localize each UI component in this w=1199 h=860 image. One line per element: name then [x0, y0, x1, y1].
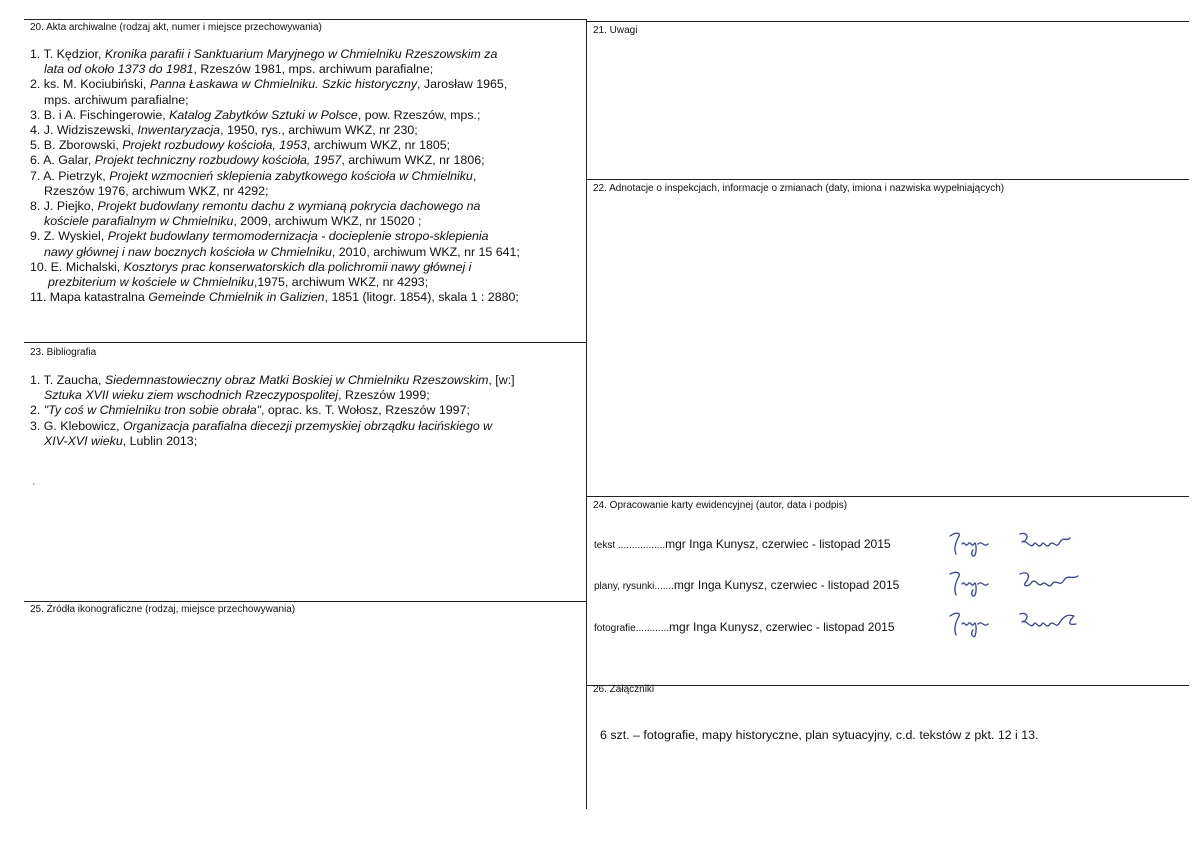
- archival-records-list: [30, 47, 582, 305]
- item-author: T. Kędzior,: [43, 47, 105, 61]
- item-number: 3.: [30, 418, 44, 433]
- signature-image: [946, 568, 1096, 598]
- top-rule-right: [586, 21, 1189, 22]
- item-title: Katalog Zabytków Sztuki w Polsce: [169, 107, 358, 122]
- list-item: [30, 199, 582, 229]
- item-continuation: [30, 214, 582, 229]
- item-author: J. Piejko,: [43, 199, 98, 214]
- list-item: [30, 77, 582, 107]
- item-details: , [w:]: [488, 373, 515, 387]
- item-continuation: [30, 93, 582, 108]
- item-number: 10.: [30, 259, 51, 274]
- stray-mark: ·: [32, 478, 36, 490]
- item-number: 9.: [30, 229, 44, 244]
- item-details: , archiwum WKZ, nr 1805;: [306, 138, 451, 153]
- item-title: Sztuka XVII wieku ziem wschodnich Rzeczypospolitej: [44, 388, 339, 403]
- credit-author: mgr Inga Kunysz, czerwiec - listopad 2015: [673, 578, 900, 592]
- rule-above-22: [586, 179, 1189, 180]
- credit-dots: .......: [654, 581, 674, 592]
- item-number: 8.: [30, 199, 44, 214]
- item-details: , pow. Rzeszów, mps.;: [357, 107, 481, 122]
- item-title: kościele parafialnym w Chmielniku: [44, 214, 234, 229]
- item-author: Z. Wyskiel,: [43, 229, 108, 244]
- item-continuation: [30, 434, 582, 449]
- list-item: [30, 123, 582, 138]
- credit-role: plany, rysunki: [594, 581, 655, 592]
- list-item: [30, 153, 582, 168]
- rule-above-24: [586, 496, 1189, 497]
- item-title: Projekt rozbudowy kościoła, 1953: [122, 138, 307, 153]
- item-author: A. Pietrzyk,: [43, 168, 110, 183]
- item-continuation: [30, 245, 582, 260]
- item-continuation: [30, 62, 582, 77]
- item-continuation: [30, 275, 582, 290]
- section-24-label: 24. Opracowanie karty ewidencyjnej (autor, data i podpis): [593, 500, 848, 511]
- item-author: A. Galar,: [43, 153, 95, 168]
- credit-dots: ............: [635, 623, 670, 634]
- credit-role: tekst: [594, 540, 616, 551]
- item-number: 1.: [30, 373, 44, 387]
- credit-author: mgr Inga Kunysz, czerwiec - listopad 2015: [669, 620, 895, 634]
- section-26-label: 26. Załączniki: [593, 684, 655, 695]
- item-number: 7.: [30, 168, 44, 183]
- list-item: [30, 47, 582, 77]
- item-title: Projekt budowlany termomodernizacja - docieplenie stropo-sklepienia: [107, 229, 489, 244]
- rule-above-25: [24, 601, 586, 602]
- item-details: , Rzeszów 1981, mps. archiwum parafialne;: [193, 62, 434, 77]
- item-number: 11.: [30, 290, 50, 305]
- item-title: Projekt techniczny rozbudowy kościoła, 1957: [94, 153, 342, 168]
- item-title: Kronika parafii i Sanktuarium Maryjnego w Chmielniku Rzeszowskim za: [104, 47, 498, 61]
- item-details: mps. archiwum parafialne;: [44, 92, 189, 107]
- item-title: Projekt budowlany remontu dachu z wymianą pokrycia dachowego na: [97, 199, 481, 214]
- section-21-label: 21. Uwagi: [593, 25, 638, 36]
- item-title: Projekt wzmocnień sklepienia zabytkowego kościoła w Chmielniku: [109, 168, 473, 183]
- item-details: , 2009, archiwum WKZ, nr 15020 ;: [233, 214, 422, 229]
- item-details: Rzeszów 1976, archiwum WKZ, nr 4292;: [44, 183, 269, 198]
- item-details: , oprac. ks. T. Wołosz, Rzeszów 1997;: [261, 403, 470, 418]
- attachments-text: 6 szt. – fotografie, mapy historyczne, plan sytuacyjny, c.d. tekstów z pkt. 12 i 13.: [600, 728, 1039, 742]
- item-details: , 1851 (litogr. 1854), skala 1 : 2880;: [324, 290, 519, 305]
- item-details: , 1950, rys., archiwum WKZ, nr 230;: [220, 123, 418, 138]
- item-title: "Ty coś w Chmielniku tron sobie obrała": [43, 403, 262, 418]
- item-details: , 2010, archiwum WKZ, nr 15 641;: [331, 244, 520, 259]
- list-item: [30, 229, 582, 259]
- list-item: [30, 169, 582, 199]
- rule-above-23: [24, 342, 586, 343]
- item-number: 5.: [30, 138, 44, 153]
- item-details: ,1975, archiwum WKZ, nr 4293;: [253, 275, 429, 290]
- item-details: , Rzeszów 1999;: [338, 388, 430, 403]
- item-number: 1.: [30, 47, 44, 61]
- item-title: Panna Łaskawa w Chmielniku. Szkic historyczny: [149, 77, 418, 92]
- section-23-label: 23. Bibliografia: [30, 347, 97, 358]
- item-details: ,: [472, 168, 477, 183]
- item-details: , Lublin 2013;: [122, 433, 198, 448]
- item-details: , archiwum WKZ, nr 1806;: [341, 153, 485, 168]
- item-author: B. i A. Fischingerowie,: [43, 107, 170, 122]
- list-item: [30, 290, 582, 305]
- item-title: Organizacja parafialna diecezji przemyskiej obrządku łacińskiego w: [122, 418, 493, 433]
- item-continuation: [30, 184, 582, 199]
- credit-role: fotografie: [594, 623, 636, 634]
- item-number: 3.: [30, 107, 44, 122]
- item-author: E. Michalski,: [50, 259, 124, 274]
- list-item: [30, 260, 582, 290]
- item-title: Gemeinde Chmielnik in Galizien: [148, 290, 325, 305]
- signature-image: [946, 608, 1096, 638]
- item-details: , Jarosław 1965,: [417, 77, 508, 92]
- item-title: lata od około 1373 do 1981: [44, 62, 194, 77]
- item-author: ks. M. Kociubiński,: [43, 77, 150, 92]
- rule-above-26: [586, 685, 1189, 686]
- credit-row-text: [594, 537, 891, 553]
- item-number: 2.: [30, 403, 44, 418]
- section-22-label: 22. Adnotacje o inspekcjach, informacje o zmianach (daty, imiona i nazwiska wypełniających): [593, 183, 1005, 194]
- list-item: [30, 419, 582, 449]
- list-item: [30, 138, 582, 153]
- item-author: G. Klebowicz,: [43, 418, 123, 433]
- item-title: XIV-XVI wieku: [44, 433, 123, 448]
- item-number: 6.: [30, 153, 44, 168]
- item-title: Kosztorys prac konserwatorskich dla polichromii nawy głównej i: [123, 259, 472, 274]
- credit-row-photos: [594, 620, 895, 636]
- item-title: Inwentaryzacja: [137, 123, 221, 138]
- item-author: T. Zaucha,: [43, 373, 105, 387]
- item-title: Siedemnastowieczny obraz Matki Boskiej w Chmielniku Rzeszowskim: [104, 373, 489, 387]
- item-title: prezbiterium w kościele w Chmielniku: [48, 275, 254, 290]
- credit-dots: .................: [615, 540, 666, 551]
- top-rule-left: [24, 19, 586, 20]
- section-25-label: 25. Źródła ikonograficzne (rodzaj, miejsce przechowywania): [30, 604, 296, 615]
- credit-author: mgr Inga Kunysz, czerwiec - listopad 2015: [665, 537, 891, 551]
- list-item: [30, 373, 582, 403]
- item-author: B. Zborowski,: [43, 138, 123, 153]
- item-author: Mapa katastralna: [49, 290, 149, 305]
- list-item: [30, 403, 582, 418]
- item-title: nawy głównej i naw bocznych kościoła w Chmielniku: [44, 244, 332, 259]
- list-item: [30, 108, 582, 123]
- signature-image: [946, 528, 1096, 558]
- center-divider: [586, 19, 587, 809]
- item-author: J. Widziszewski,: [43, 123, 138, 138]
- section-20-label: 20. Akta archiwalne (rodzaj akt, numer i miejsce przechowywania): [30, 22, 322, 33]
- item-number: 2.: [30, 77, 44, 92]
- item-continuation: [30, 388, 582, 403]
- credit-row-plans: [594, 578, 899, 594]
- item-number: 4.: [30, 123, 44, 138]
- bibliography-list: [30, 373, 582, 449]
